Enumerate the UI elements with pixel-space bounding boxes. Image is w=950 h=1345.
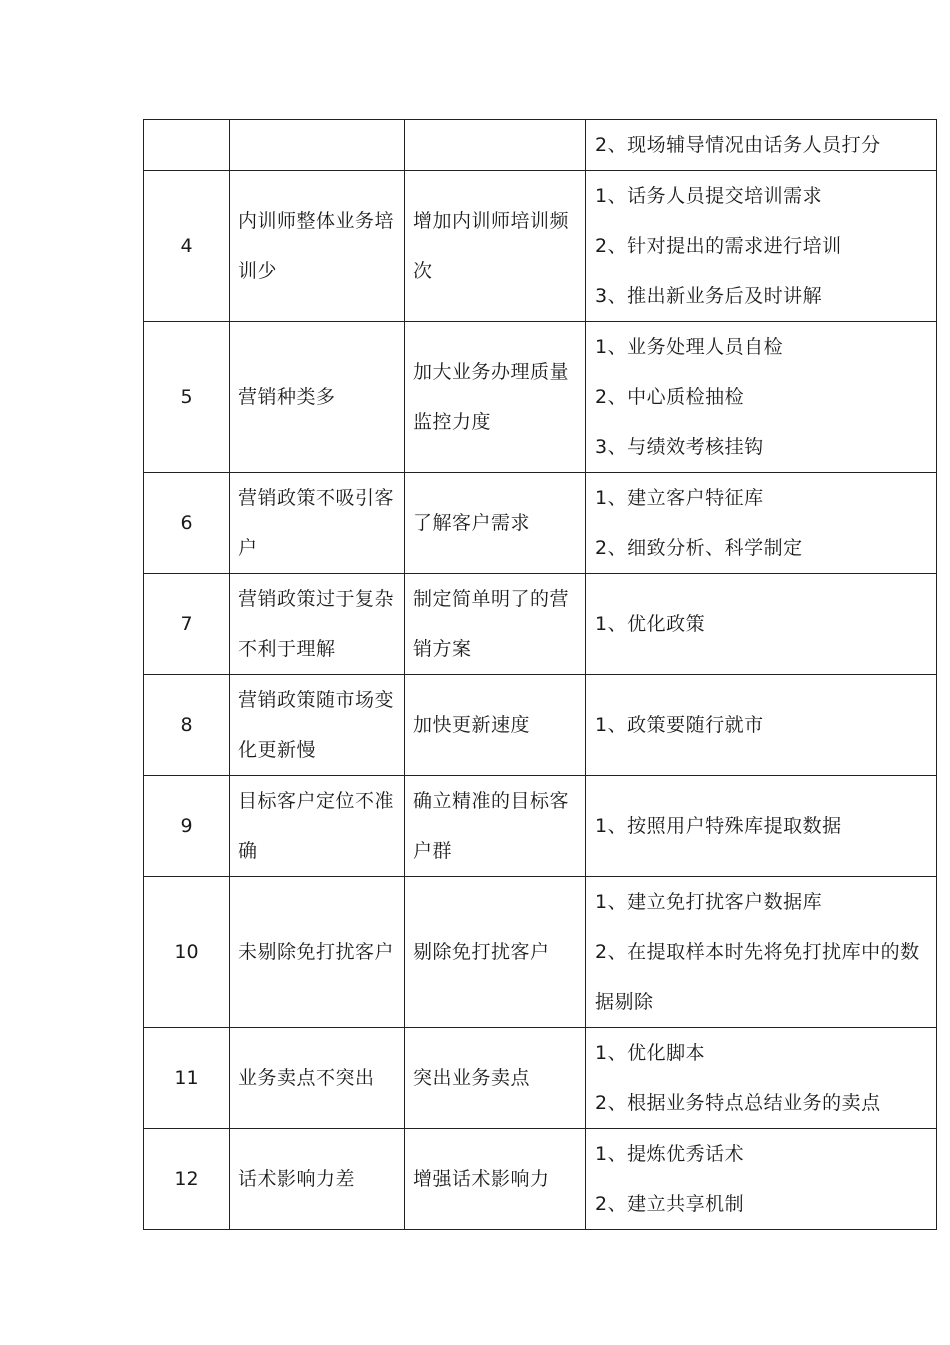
- table-row: [144, 877, 937, 1028]
- table-row: [144, 1028, 937, 1129]
- actions-cell: [586, 171, 937, 322]
- action-item: 1、优化脚本: [595, 1042, 706, 1064]
- problem-cell: [230, 120, 405, 171]
- actions-cell: [586, 877, 937, 1028]
- row-number: 12: [144, 1129, 230, 1230]
- problem-cell: 话术影响力差: [230, 1129, 405, 1230]
- row-number: 11: [144, 1028, 230, 1129]
- measure-cell: 确立精准的目标客户群: [405, 776, 586, 877]
- measure-cell: 突出业务卖点: [405, 1028, 586, 1129]
- action-item: 2、中心质检抽检: [595, 386, 745, 408]
- row-number: 6: [144, 473, 230, 574]
- action-item: 1、话务人员提交培训需求: [595, 185, 823, 207]
- actions-cell: [586, 675, 937, 776]
- actions-cell: [586, 776, 937, 877]
- row-number: 8: [144, 675, 230, 776]
- problem-cell: 未剔除免打扰客户: [230, 877, 405, 1028]
- row-number: 4: [144, 171, 230, 322]
- table-row: [144, 1129, 937, 1230]
- action-item: 2、在提取样本时先将免打扰库中的数据剔除: [595, 941, 920, 1013]
- action-item: 3、推出新业务后及时讲解: [595, 285, 823, 307]
- action-item: 2、建立共享机制: [595, 1193, 745, 1215]
- row-number: 10: [144, 877, 230, 1028]
- actions-cell: [586, 322, 937, 473]
- measure-cell: 制定简单明了的营销方案: [405, 574, 586, 675]
- problem-cell: 目标客户定位不准确: [230, 776, 405, 877]
- improvement-table: [143, 119, 937, 1230]
- measure-cell: 加大业务办理质量监控力度: [405, 322, 586, 473]
- problem-cell: 营销政策不吸引客户: [230, 473, 405, 574]
- action-item: 1、优化政策: [595, 613, 706, 635]
- action-item: 3、与绩效考核挂钩: [595, 436, 764, 458]
- action-item: 2、细致分析、科学制定: [595, 537, 803, 559]
- action-item: 1、按照用户特殊库提取数据: [595, 815, 842, 837]
- table-row: [144, 473, 937, 574]
- action-item: 2、根据业务特点总结业务的卖点: [595, 1092, 881, 1114]
- table-row: [144, 322, 937, 473]
- table-body: [144, 120, 937, 1230]
- table-row: [144, 675, 937, 776]
- measure-cell: 增加内训师培训频次: [405, 171, 586, 322]
- action-item: 2、现场辅导情况由话务人员打分: [595, 134, 881, 156]
- measure-cell: 加快更新速度: [405, 675, 586, 776]
- actions-cell: [586, 1028, 937, 1129]
- action-item: 1、建立客户特征库: [595, 487, 764, 509]
- measure-cell: [405, 120, 586, 171]
- measure-cell: 了解客户需求: [405, 473, 586, 574]
- table-row: [144, 120, 937, 171]
- action-item: 1、提炼优秀话术: [595, 1143, 745, 1165]
- row-number: 9: [144, 776, 230, 877]
- row-number: [144, 120, 230, 171]
- problem-cell: 内训师整体业务培训少: [230, 171, 405, 322]
- problem-cell: 营销政策过于复杂不利于理解: [230, 574, 405, 675]
- measure-cell: 剔除免打扰客户: [405, 877, 586, 1028]
- measure-cell: 增强话术影响力: [405, 1129, 586, 1230]
- actions-cell: [586, 574, 937, 675]
- problem-cell: 营销政策随市场变化更新慢: [230, 675, 405, 776]
- action-item: 1、建立免打扰客户数据库: [595, 891, 823, 913]
- problem-cell: 业务卖点不突出: [230, 1028, 405, 1129]
- actions-cell: [586, 473, 937, 574]
- action-item: 1、业务处理人员自检: [595, 336, 784, 358]
- table-row: [144, 574, 937, 675]
- row-number: 5: [144, 322, 230, 473]
- row-number: 7: [144, 574, 230, 675]
- actions-cell: [586, 1129, 937, 1230]
- table-row: [144, 776, 937, 877]
- action-item: 1、政策要随行就市: [595, 714, 764, 736]
- action-item: 2、针对提出的需求进行培训: [595, 235, 842, 257]
- problem-cell: 营销种类多: [230, 322, 405, 473]
- table-row: [144, 171, 937, 322]
- actions-cell: [586, 120, 937, 171]
